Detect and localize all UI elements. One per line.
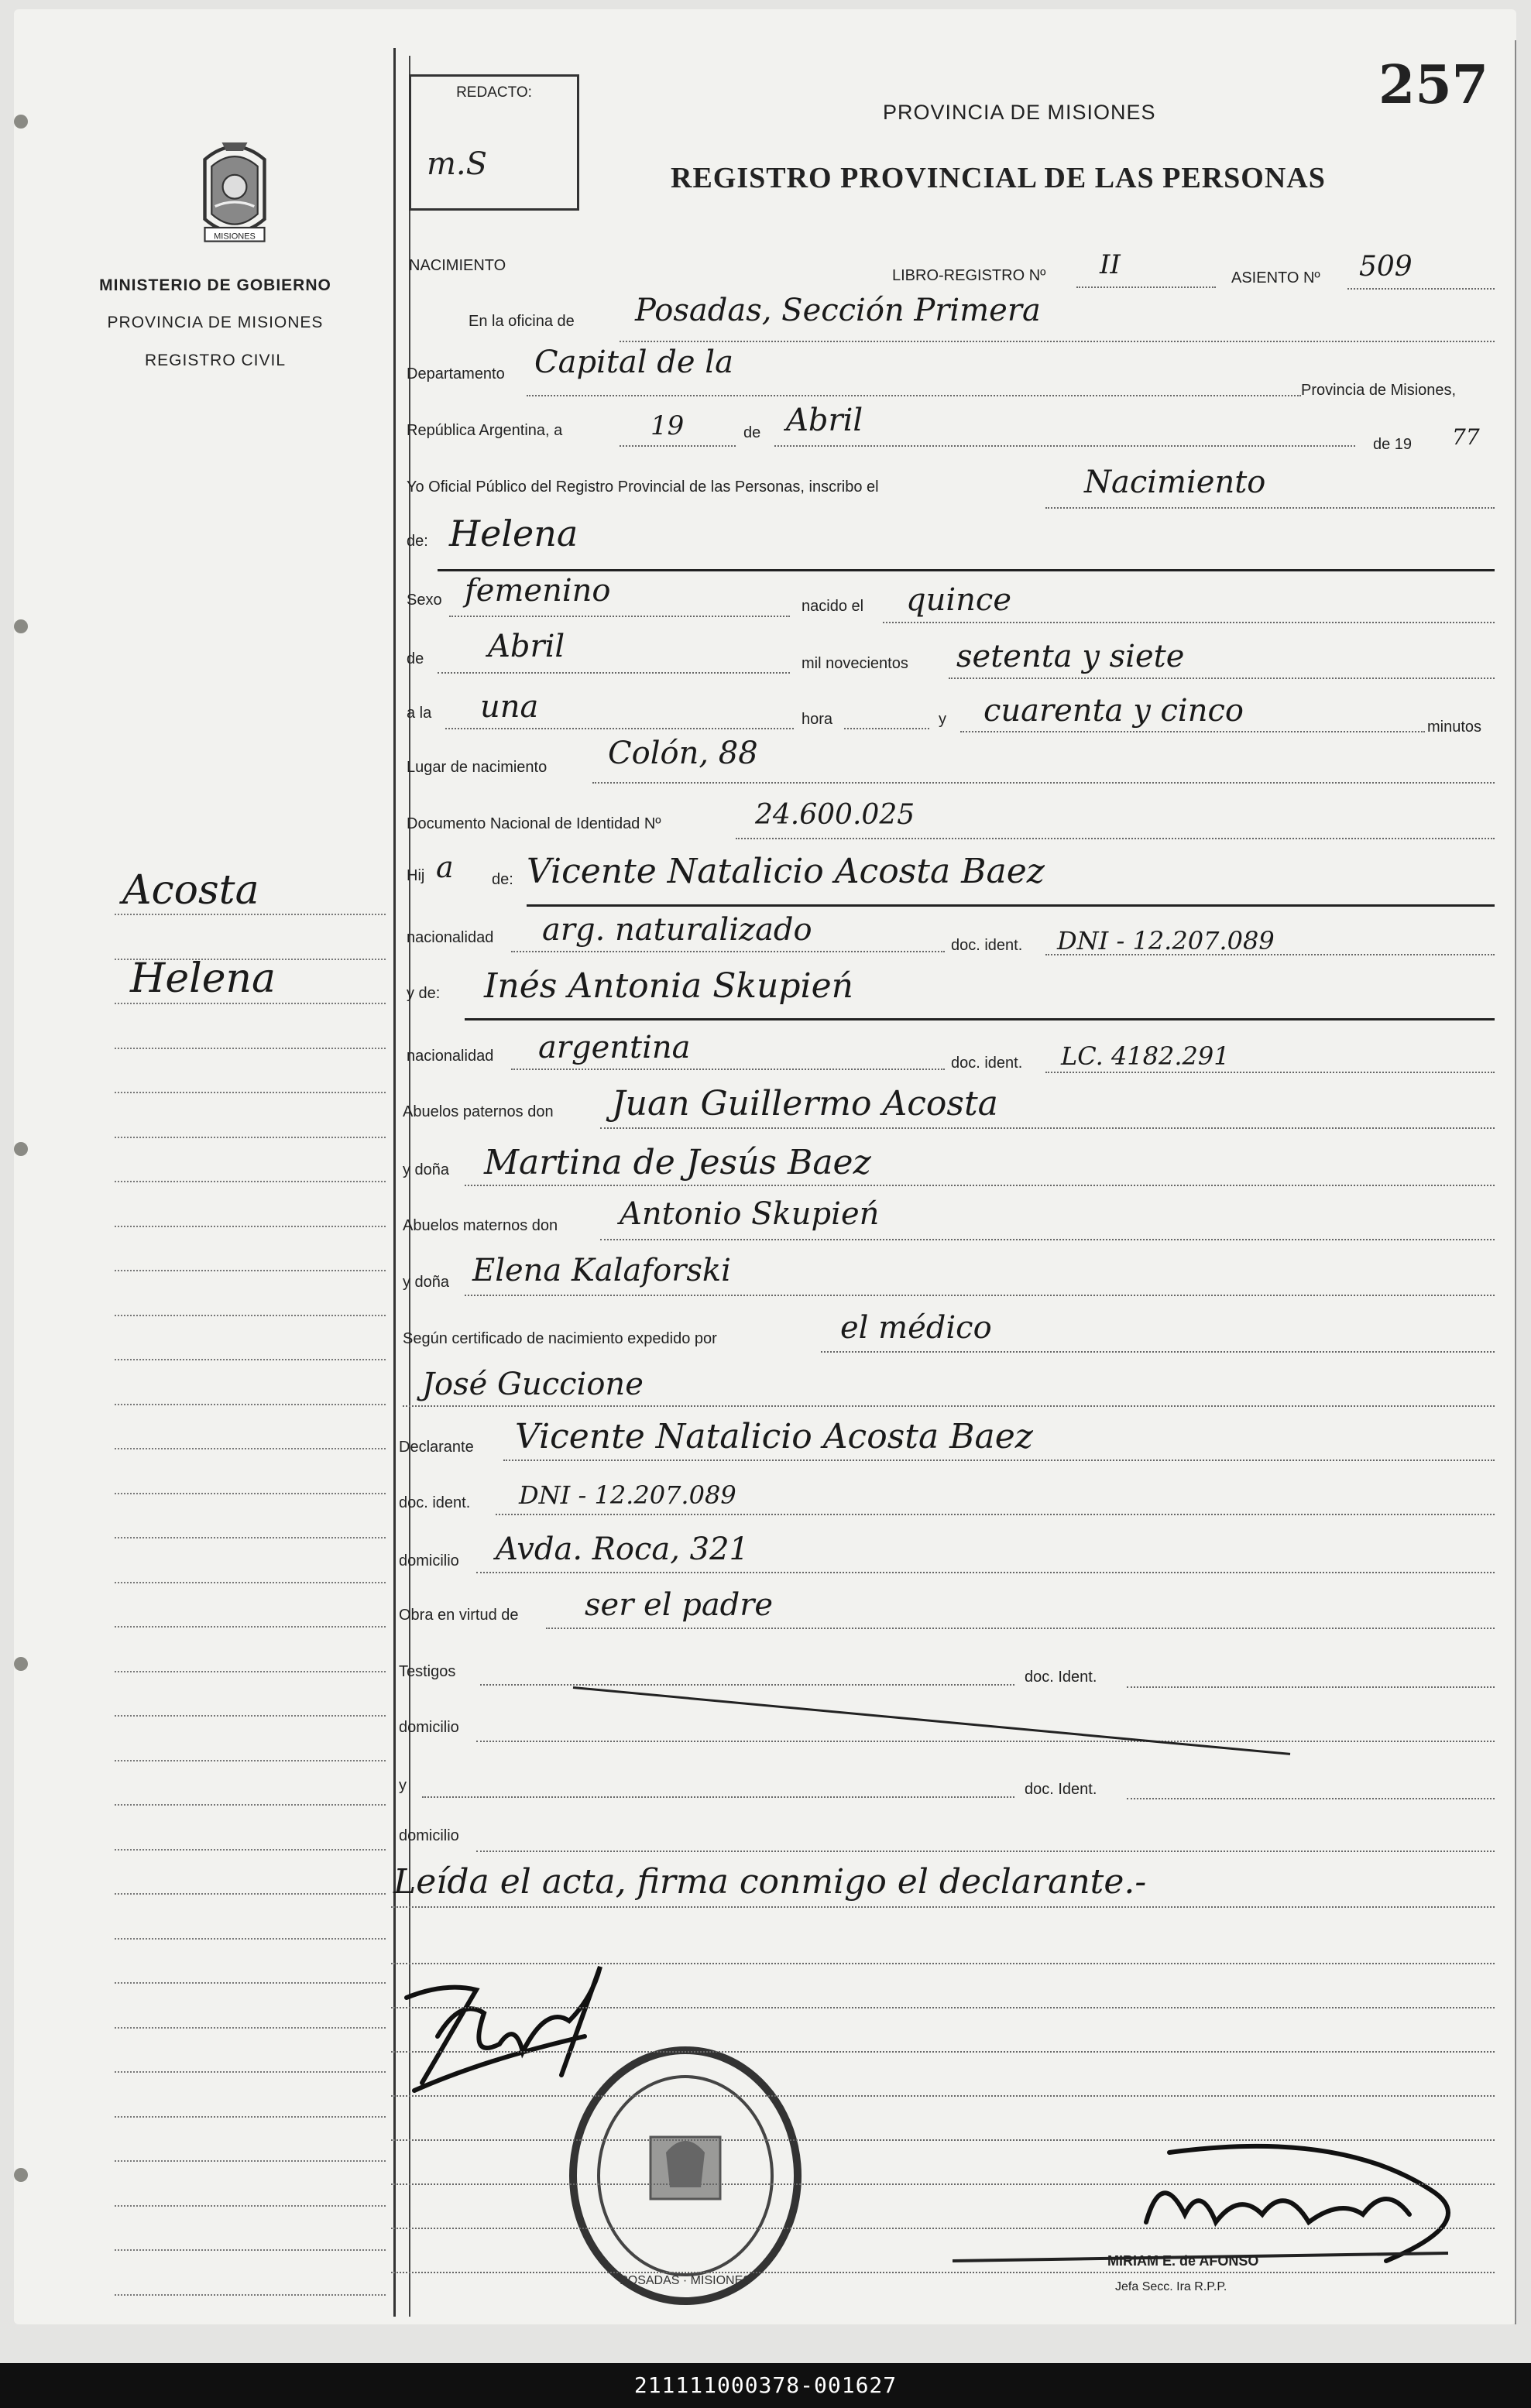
- margin-ruled-line: [115, 1715, 386, 1717]
- asiento-line: [1347, 288, 1495, 290]
- mes-line: [774, 445, 1355, 447]
- libro-value: II: [1100, 249, 1121, 280]
- margin-ruled-line: [115, 1181, 386, 1182]
- declarante-value: Vicente Natalicio Acosta Baez: [515, 1417, 1033, 1456]
- page-edge: [1515, 40, 1516, 2324]
- minutos-label: minutos: [1427, 719, 1482, 736]
- left-margin: [14, 9, 393, 2324]
- margin-given-name: Helena: [130, 955, 276, 1002]
- margin-ruled-line: [115, 1982, 386, 1984]
- margin-ruled-line: [115, 2249, 386, 2251]
- nac-madre-value: argentina: [538, 1030, 691, 1065]
- hora-prefix-label: a la: [407, 705, 432, 722]
- hora-line-2: [844, 728, 929, 729]
- oficina-line: [620, 341, 1495, 342]
- abuela-mat-value: Elena Kalaforski: [472, 1253, 731, 1288]
- doc-madre-label: doc. ident.: [951, 1055, 1023, 1072]
- madre-value: Inés Antonia Skupień: [484, 966, 853, 1006]
- anio-nac-line: [949, 677, 1495, 679]
- acto-value: Nacimiento: [1084, 465, 1266, 500]
- hij-suffix: a: [436, 850, 454, 884]
- libro-line: [1076, 286, 1216, 288]
- testigos-doc-line: [1127, 1686, 1495, 1688]
- margin-ruled-line: [115, 2205, 386, 2207]
- margin-ruled-line: [115, 2116, 386, 2118]
- hij-de-label: de:: [492, 871, 513, 888]
- testigos-line: [480, 1684, 1014, 1686]
- minutos-value: cuarenta y cinco: [983, 693, 1244, 729]
- binder-hole: [14, 115, 28, 129]
- registry-stamp: [565, 2044, 805, 2307]
- segun-value: el médico: [840, 1310, 992, 1346]
- nombre-underline: [438, 569, 1495, 571]
- blank-ruled-line: [391, 2139, 1495, 2141]
- margin-ruled-line: [115, 1537, 386, 1538]
- testigo2-line: [422, 1796, 1014, 1798]
- segun-line: [821, 1351, 1495, 1353]
- obra-label: Obra en virtud de: [399, 1607, 519, 1624]
- ministry-title: MINISTERIO DE GOBIERNO: [99, 276, 331, 294]
- departamento-value: Capital de la: [534, 345, 733, 380]
- oficina-value: Posadas, Sección Primera: [635, 293, 1041, 328]
- margin-ruled-line: [115, 2027, 386, 2029]
- testigo2-domicilio-label: domicilio: [399, 1827, 459, 1844]
- province-heading: PROVINCIA DE MISIONES: [883, 101, 1156, 124]
- dia-line: [620, 445, 736, 447]
- anio-nac-value: setenta y siete: [956, 639, 1185, 674]
- closing-statement: Leída el acta, firma conmigo el declarante.-: [393, 1862, 1147, 1902]
- mes-nac-value: Abril: [488, 629, 565, 664]
- margin-surname: Acosta: [122, 867, 259, 914]
- nacido-value: quince: [906, 582, 1011, 618]
- testigo-domicilio-label: domicilio: [399, 1719, 459, 1736]
- mes-nac-label: de: [407, 650, 424, 667]
- margin-ruled-line: [115, 1404, 386, 1405]
- doc-declarante-label: doc. ident.: [399, 1494, 471, 1511]
- nac-padre-label: nacionalidad: [407, 929, 494, 946]
- anio-value: 77: [1452, 424, 1480, 450]
- scan-footer-bar: [0, 2363, 1531, 2408]
- binder-hole: [14, 1142, 28, 1156]
- sexo-line: [449, 616, 790, 617]
- nac-padre-value: arg. naturalizado: [542, 912, 812, 948]
- asiento-label: ASIENTO Nº: [1231, 269, 1320, 286]
- nacido-label: nacido el: [802, 598, 864, 615]
- dia-value: 19: [651, 410, 685, 441]
- coat-of-arms-seal: [192, 125, 277, 253]
- margin-ruled-line: [115, 914, 386, 915]
- blank-ruled-line: [391, 2272, 1495, 2273]
- officer-stamp-name: MIRIAM E. de AFONSO: [1107, 2253, 1259, 2269]
- testigo2-label: y: [399, 1777, 407, 1794]
- sexo-label: Sexo: [407, 592, 442, 609]
- blank-ruled-line: [391, 2183, 1495, 2185]
- abuelo-pat-label: Abuelos paternos don: [403, 1103, 554, 1120]
- declarante-label: Declarante: [399, 1439, 474, 1456]
- margin-ruled-line: [115, 1626, 386, 1628]
- margin-ruled-line: [115, 1359, 386, 1360]
- domicilio-line: [476, 1572, 1495, 1573]
- record-type-label: NACIMIENTO: [409, 257, 506, 274]
- lugar-line: [592, 782, 1495, 784]
- scan-id: 211111000378-001627: [633, 2372, 898, 2398]
- madre-label: y de:: [407, 985, 441, 1002]
- obra-line: [546, 1628, 1495, 1629]
- seal-text: MISIONES: [214, 232, 256, 242]
- blank-ruled-line: [391, 2051, 1495, 2053]
- testigos-label: Testigos: [399, 1663, 456, 1680]
- page-number: 257: [1378, 54, 1488, 116]
- testigos-doc-label: doc. Ident.: [1025, 1669, 1097, 1686]
- hora-label: hora: [802, 711, 833, 728]
- margin-ruled-line: [115, 1448, 386, 1449]
- abuela-mat-label: y doña: [403, 1274, 450, 1291]
- padre-value: Vicente Natalicio Acosta Baez: [527, 852, 1045, 891]
- sexo-value: femenino: [465, 573, 611, 609]
- margin-ruled-line: [115, 1270, 386, 1271]
- mes-value: Abril: [786, 403, 863, 438]
- doc-madre-line: [1045, 1072, 1495, 1073]
- doc-padre-label: doc. ident.: [951, 937, 1023, 954]
- medico-line: [403, 1405, 1495, 1407]
- lugar-value: Colón, 88: [608, 736, 758, 771]
- padre-underline: [527, 904, 1495, 907]
- binder-hole: [14, 1657, 28, 1671]
- mes-nac-line: [438, 672, 790, 674]
- blank-ruled-line: [391, 2228, 1495, 2229]
- testigo2-doc-line: [1127, 1798, 1495, 1799]
- registry-heading: REGISTRO PROVINCIAL DE LAS PERSONAS: [671, 162, 1326, 194]
- hora-value: una: [480, 689, 539, 725]
- medico-value: José Guccione: [422, 1367, 644, 1402]
- closing-line: [391, 1906, 1495, 1908]
- margin-ruled-line: [115, 1315, 386, 1316]
- abuelo-mat-line: [600, 1239, 1495, 1240]
- doc-madre-value: LC. 4182.291: [1061, 1041, 1230, 1071]
- blank-ruled-line: [391, 1963, 1495, 1964]
- nac-madre-label: nacionalidad: [407, 1048, 494, 1065]
- doc-declarante-value: DNI - 12.207.089: [519, 1480, 736, 1510]
- asiento-value: 509: [1359, 251, 1413, 283]
- ministry-province: PROVINCIA DE MISIONES: [107, 314, 324, 331]
- testigo2-doc-label: doc. Ident.: [1025, 1781, 1097, 1798]
- segun-label: Según certificado de nacimiento expedido por: [403, 1330, 717, 1347]
- abuelo-mat-label: Abuelos maternos don: [403, 1217, 558, 1234]
- dni-value: 24.600.025: [755, 799, 915, 831]
- redacto-initials: m.S: [427, 146, 488, 182]
- margin-ruled-line: [115, 1849, 386, 1851]
- oficina-label: En la oficina de: [469, 313, 575, 330]
- lugar-label: Lugar de nacimiento: [407, 759, 548, 776]
- blank-ruled-line: [391, 2095, 1495, 2097]
- doc-declarante-line: [496, 1514, 1495, 1515]
- abuela-pat-label: y doña: [403, 1161, 450, 1178]
- minutos-line: [960, 731, 1425, 732]
- hora-line: [445, 728, 794, 729]
- testigo2-domicilio-line: [476, 1851, 1495, 1852]
- margin-ruled-line: [115, 1092, 386, 1093]
- redacto-label: REDACTO:: [456, 84, 532, 101]
- abuelo-mat-value: Antonio Skupień: [620, 1196, 880, 1232]
- margin-ruled-line: [115, 1582, 386, 1583]
- provincia-label: Provincia de Misiones,: [1301, 382, 1457, 399]
- margin-ruled-line: [115, 2160, 386, 2162]
- abuelo-pat-line: [600, 1127, 1495, 1129]
- margin-ruled-line: [115, 1137, 386, 1138]
- departamento-line: [527, 395, 1301, 396]
- inscripcion-label: Yo Oficial Público del Registro Provincial de las Personas, inscribo el: [407, 479, 879, 496]
- hij-label: Hij: [407, 867, 425, 884]
- y-label: y: [939, 711, 946, 728]
- stamp-text: POSADAS · MISIONES: [620, 2274, 751, 2287]
- nacido-line: [883, 622, 1495, 623]
- margin-ruled-line: [115, 1938, 386, 1940]
- margin-ruled-line: [115, 2294, 386, 2296]
- mil-label: mil novecientos: [802, 655, 908, 672]
- dni-line: [736, 838, 1495, 839]
- binder-hole: [14, 619, 28, 633]
- abuela-mat-line: [465, 1295, 1495, 1296]
- margin-ruled-line: [115, 1048, 386, 1049]
- nac-madre-line: [511, 1069, 945, 1070]
- margin-ruled-line: [115, 1226, 386, 1227]
- domicilio-value: Avda. Roca, 321: [496, 1532, 749, 1567]
- doc-padre-value: DNI - 12.207.089: [1057, 926, 1275, 955]
- dni-label: Documento Nacional de Identidad Nº: [407, 815, 661, 832]
- margin-ruled-line: [115, 1893, 386, 1895]
- margin-ruled-line: [115, 1804, 386, 1806]
- ministry-registry: REGISTRO CIVIL: [144, 352, 287, 369]
- abuela-pat-value: Martina de Jesús Baez: [484, 1143, 871, 1182]
- margin-ruled-line: [115, 2071, 386, 2073]
- blank-ruled-line: [391, 2007, 1495, 2008]
- margin-ruled-line: [115, 1003, 386, 1004]
- nombre-value: Helena: [449, 513, 578, 554]
- anio-label: de 19: [1373, 436, 1413, 453]
- nombre-label: de:: [407, 533, 428, 550]
- margin-ruled-line: [115, 1671, 386, 1672]
- domicilio-label: domicilio: [399, 1552, 459, 1569]
- mes-label: de: [743, 424, 761, 441]
- fecha-label: República Argentina, a: [407, 422, 563, 439]
- margin-ruled-line: [115, 1760, 386, 1761]
- abuela-pat-line: [465, 1185, 1495, 1186]
- nac-padre-line: [511, 951, 945, 952]
- binder-hole: [14, 2168, 28, 2182]
- margin-ruled-line: [115, 959, 386, 960]
- departamento-label: Departamento: [407, 365, 505, 382]
- libro-label: LIBRO-REGISTRO Nº: [892, 267, 1046, 284]
- acto-line: [1045, 507, 1495, 509]
- redacto-box: [409, 74, 579, 211]
- obra-value: ser el padre: [585, 1587, 774, 1623]
- officer-stamp-title: Jefa Secc. Ira R.P.P.: [1115, 2280, 1227, 2293]
- abuelo-pat-value: Juan Guillermo Acosta: [612, 1084, 998, 1123]
- margin-ruled-line: [115, 1493, 386, 1494]
- declarante-line: [503, 1460, 1495, 1461]
- madre-underline: [465, 1018, 1495, 1020]
- testigo-domicilio-line: [476, 1741, 1495, 1742]
